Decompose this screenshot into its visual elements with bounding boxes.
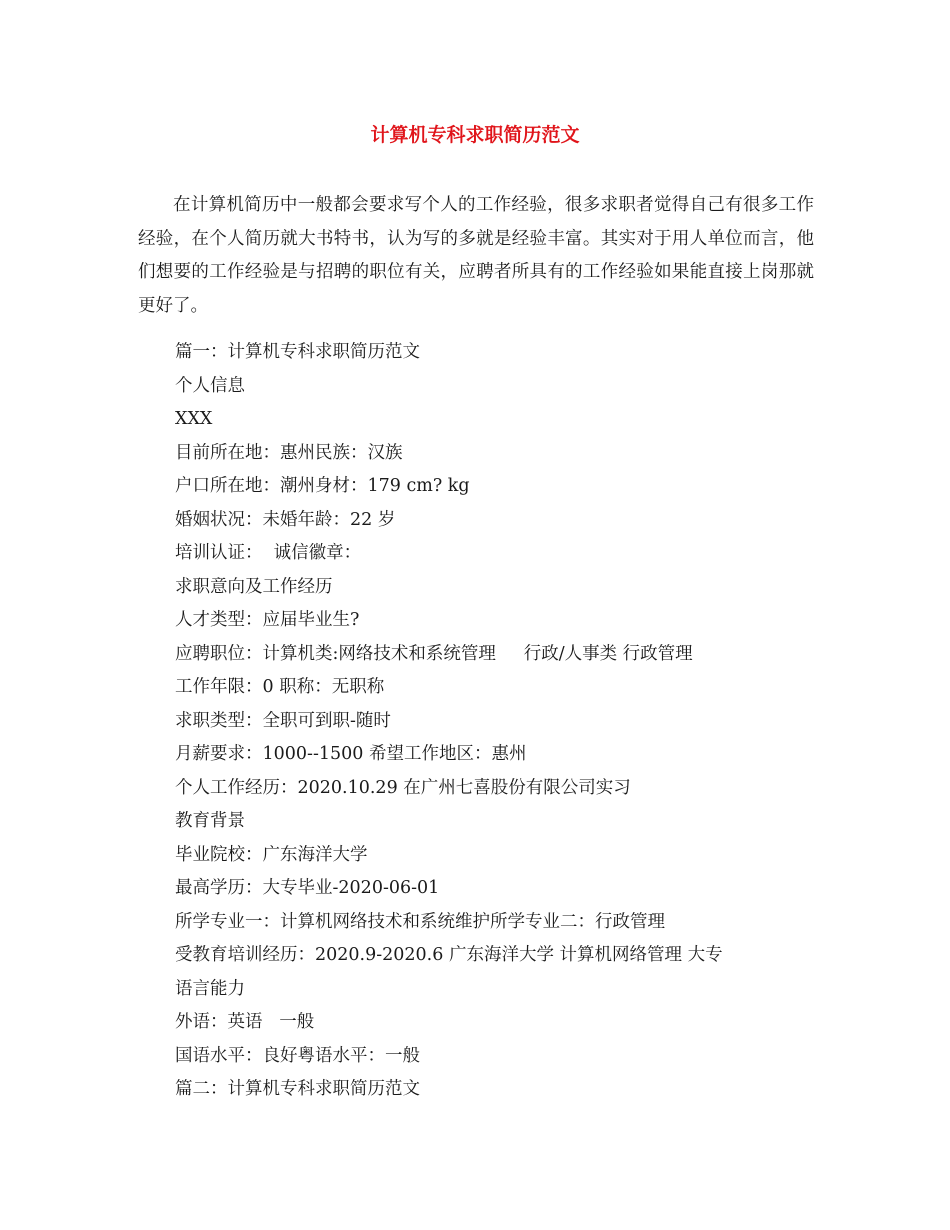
location-ethnicity-line: 目前所在地：惠州民族：汉族 xyxy=(175,442,403,463)
hukou-height-line: 户口所在地：潮州身材：179 cm? kg xyxy=(175,476,470,496)
school-line: 毕业院校：广东海洋大学 xyxy=(175,844,368,865)
training-history-line: 受教育培训经历：2020.9-2020.6 广东海洋大学 计算机网络管理 大专 xyxy=(175,945,723,965)
candidate-name: XXX xyxy=(175,409,213,429)
section-heading-personal-info: 个人信息 xyxy=(175,375,245,396)
majors-line: 所学专业一：计算机网络技术和系统维护所学专业二：行政管理 xyxy=(175,911,665,932)
section-heading-job-intent: 求职意向及工作经历 xyxy=(175,576,333,597)
intro-paragraph: 在计算机简历中一般都会要求写个人的工作经验，很多求职者觉得自己有很多工作经验，在个人简历就大书特书，认为写的多就是经验丰富。其实对于用人单位而言，他们想要的工作经验是与招聘的职位有关，应聘者所具有的工作经验如果能直接上岗那就更好了。 xyxy=(138,195,814,316)
job-type-line: 求职类型：全职可到职-随时 xyxy=(175,710,391,731)
foreign-language-line: 外语：英语 一般 xyxy=(175,1012,315,1032)
work-experience-line: 个人工作经历：2020.10.29 在广州七喜股份有限公司实习 xyxy=(175,777,631,798)
mandarin-cantonese-line: 国语水平：良好粤语水平：一般 xyxy=(175,1045,420,1066)
talent-type-line: 人才类型：应届毕业生? xyxy=(175,610,360,630)
marital-age-line: 婚姻状况：未婚年龄：22 岁 xyxy=(175,509,396,530)
section-heading-language: 语言能力 xyxy=(175,978,245,999)
certification-line: 培训认证： 诚信徽章： xyxy=(175,543,362,563)
document-title: 计算机专科求职简历范文 xyxy=(370,124,580,146)
resume-body xyxy=(175,336,815,1107)
section-heading-education: 教育背景 xyxy=(175,811,245,831)
salary-region-line: 月薪要求：1000--1500 希望工作地区：惠州 xyxy=(175,744,527,764)
section-heading-part-two: 篇二：计算机专科求职简历范文 xyxy=(175,1079,420,1099)
section-heading-part-one: 篇一：计算机专科求职简历范文 xyxy=(175,342,420,362)
highest-degree-line: 最高学历：大专毕业-2020-06-01 xyxy=(175,878,440,898)
work-years-title-line: 工作年限：0 职称：无职称 xyxy=(175,677,385,697)
applied-position-line: 应聘职位：计算机类:网络技术和系统管理 行政/人事类 行政管理 xyxy=(175,643,693,664)
